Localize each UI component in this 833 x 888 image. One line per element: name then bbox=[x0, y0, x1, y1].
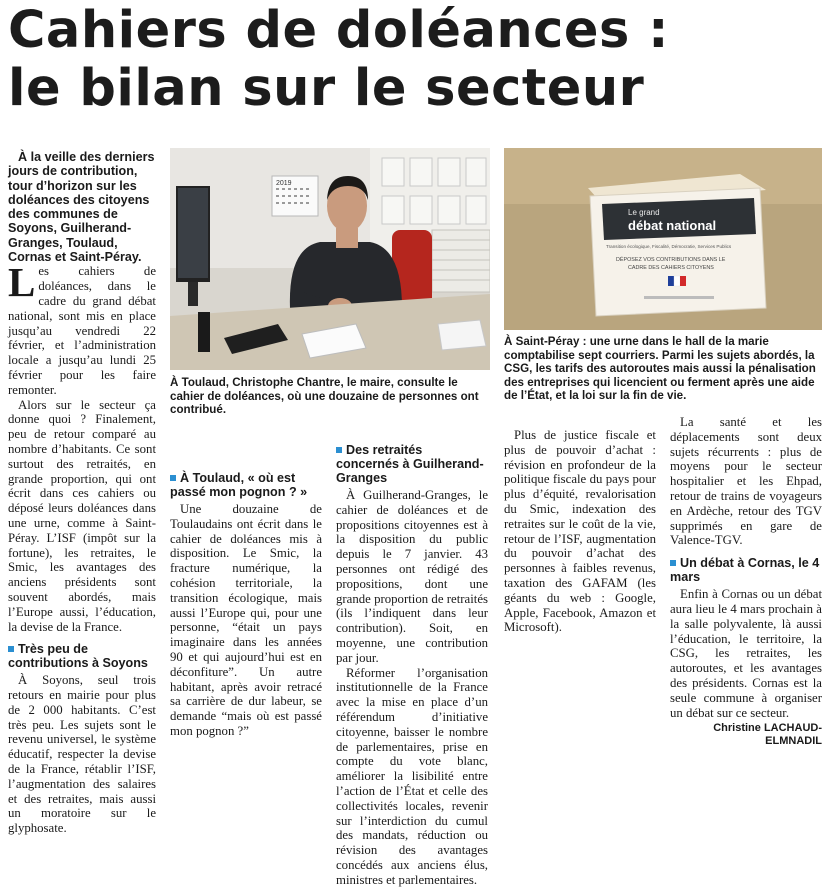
subhead-soyons: Très peu de contributions à Soyons bbox=[8, 642, 148, 671]
photo-mayor-toulaud bbox=[170, 148, 490, 370]
box-deposit-line-1: DÉPOSEZ VOS CONTRIBUTIONS DANS LE bbox=[616, 257, 726, 263]
section-square-icon bbox=[336, 447, 342, 453]
box-deposit-line-2: CADRE DES CAHIERS CITOYENS bbox=[628, 265, 714, 271]
toulaud-paragraph: Une douzaine de Toulaudains ont écrit dans le cahier de doléances mis à disposition. Le Smic, la fracture numérique, la cohésion territoriale, la transition écologique, mais aussi l’Europe qui, pour une personne, “était un pays imaginaire dans les années 90 et qui aujourd’hui est en déconfiture”. Un autre habitant, après avoir retracé sa carrière de dur labeur, se demande “mais où est passé mon pognon ?” bbox=[170, 502, 322, 738]
article-column-2 bbox=[170, 415, 322, 739]
headline-line-2: le bilan sur le secteur bbox=[8, 59, 645, 118]
article-column-1 bbox=[8, 150, 156, 836]
subhead-cornas: Un débat à Cornas, le 4 mars bbox=[670, 556, 820, 585]
section-square-icon bbox=[170, 475, 176, 481]
chapo: À la veille des derniers jours de contribution, tour d’horizon sur les doléances des citoyens des communes de Soyons, Guilherand-Granges, Toulaud, Cornas et Saint-Péray. bbox=[8, 150, 155, 265]
soyons-paragraph: À Soyons, seul trois retours en mairie pour plus de 2 000 habitants. C’est très peu. Les sujets sont le revenu universel, le système éducatif, respecter la devise de la France, rétablir l’ISF, l’augmentation des salaires et des retraites, mais aussi un moratoire sur le glyphosate. bbox=[8, 673, 156, 836]
dropcap: L bbox=[8, 259, 36, 306]
section-square-icon bbox=[670, 560, 676, 566]
subhead-guilherand: Des retraités concernés à Guilherand-Granges bbox=[336, 443, 484, 485]
intro-paragraph-2: Alors sur le secteur ça donne quoi ? Finalement, peu de retour comparé au nombre d’habitants. Ce sont surtout des retraités, en grande proportion, qui ont écrit dans ces cahiers ou déposé leurs doléances dans une urne, comme à Saint-Péray. L’ISF (impôt sur la fortune), les retraites, le Smic, les avantages des anciens présidents sont souvent abordés, mais l’Europe aussi, l’éducation, la devise de la France. bbox=[8, 397, 156, 634]
article-column-5 bbox=[670, 415, 822, 748]
author-signature: Christine LACHAUD- ELMNADIL bbox=[713, 722, 822, 748]
guilherand-paragraph-1: À Guilherand-Granges, le cahier de doléances et de propositions citoyennes est à la disposition du public depuis le 7 janvier. 43 personnes ont rédigé des propositions, dont une grande proportion de retraités (ils l’indiquent dans leur contribution). Soit, en moyenne, une contribution par jour. bbox=[336, 488, 488, 665]
intro-paragraph-1: Les cahiers de doléances, dans le cadre du grand débat national, sont mis en place jusqu’au vendredi 22 février, et l’administration locale a jusqu’au lundi 25 février pour les faire remonter. bbox=[8, 259, 156, 397]
photo-caption-left: À Toulaud, Christophe Chantre, le maire, consulte le cahier de doléances, où une douzaine de personnes ont contribué. bbox=[170, 376, 479, 417]
box-brand-small: Le grand bbox=[628, 208, 660, 217]
calendar-year-label: 2019 bbox=[276, 180, 292, 187]
photo-caption-right: À Saint-Péray : une urne dans le hall de la marie comptabilise sept courriers. Parmi les sujets abordés, la CSG, les tarifs des autoroutes mais aussi la pénalisation des entreprises qui licencient ou ferment après une aide de l’État, et la loi sur la fin de vie. bbox=[504, 335, 816, 403]
box-brand-big: débat national bbox=[628, 218, 717, 233]
article-column-3 bbox=[336, 415, 488, 888]
article-column-4 bbox=[504, 428, 656, 635]
guilherand-paragraph-3: Plus de justice fiscale et plus de pouvoir d’achat : révision en profondeur de la politique fiscale du pays pour plus d’équité, revalorisation du Smic, indexation des retraites sur le coût de la vie, retour de l’ISF, augmentation du pouvoir d’achat des personnes à faibles revenus, taxation des GAFAM (les géants du web : Google, Apple, Facebook, Amazon et Microsoft). bbox=[504, 428, 656, 635]
mayor-photo-illustration bbox=[170, 148, 490, 370]
subhead-toulaud: À Toulaud, « où est passé mon pognon ? » bbox=[170, 471, 308, 499]
cornas-paragraph: Enfin à Cornas ou un débat aura lieu le 4 mars prochain à la salle polyvalente, là aussi l’éducation, le territoire, la CSG, les retraites, les autoroutes, et les avantages des présidents. Cornas est la seule commune à organiser un débat sur ce secteur. bbox=[670, 587, 822, 720]
french-flag-logo bbox=[668, 276, 686, 286]
section-square-icon bbox=[8, 646, 14, 652]
guilherand-paragraph-4: La santé et les déplacements sont deux sujets récurrents : plus de moyens pour le secteur hospitalier et les Ehpad, retour de trains de voyageurs en Ardèche, retour des TGV supprimés en gare de Valence-TGV. bbox=[670, 415, 822, 548]
headline bbox=[8, 2, 828, 118]
box-themes: Transition écologique, Fiscalité, Démocratie, Services Publics bbox=[606, 244, 732, 249]
ballot-box-photo-illustration bbox=[504, 148, 822, 330]
headline-line-1: Cahiers de doléances : bbox=[8, 1, 670, 60]
guilherand-paragraph-2: Réformer l’organisation institutionnelle de la France avec la mise en place d’un référendum d’initiative citoyenne, baisser le nombre de parlementaires, prise en compte du vote blanc, améliorer la lisibilité entre l’action de l’État et celle des collectivités locales, revenir sur l’interdiction du cumul des mandats, réduction ou révision des avantages concédés aux anciens élus, ministres et parlementaires. bbox=[336, 665, 488, 887]
photo-ballot-box-saint-peray bbox=[504, 148, 822, 330]
